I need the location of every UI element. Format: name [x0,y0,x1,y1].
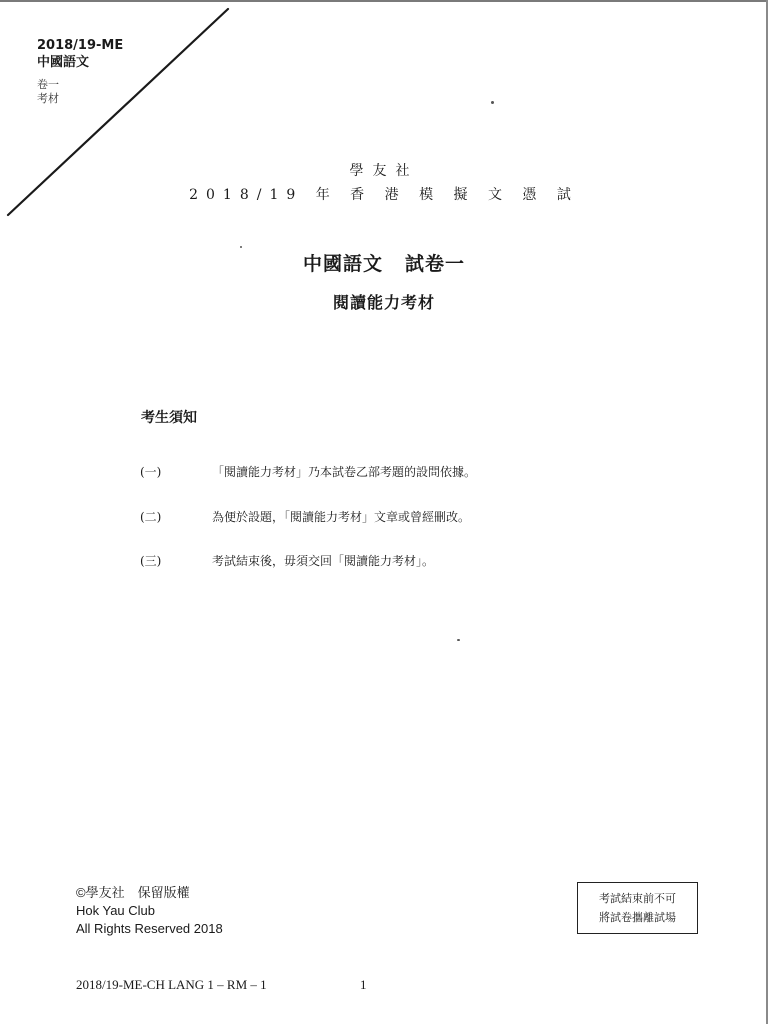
copyright-line: ©學友社 保留版權 [76,885,190,900]
instruction-number: (三) [140,554,162,568]
paper-title [0,249,768,276]
scan-speck [491,101,494,104]
notice-line: 考試結束前不可 [599,892,676,905]
page-number: 1 [360,977,367,992]
paper-subtitle: 閱讀能力考材 [332,293,435,312]
copyright-rights: All Rights Reserved 2018 [76,921,223,936]
instruction-number: (二) [140,510,162,524]
corner-subject: 中國語文 [37,55,90,70]
scan-speck [457,639,460,641]
instruction-item-3 [140,552,434,569]
instruction-item-1 [140,463,476,480]
instruction-text: 考試結束後，毋須交回「閱讀能力考材」。 [212,554,435,568]
paper-title-paper: 試卷一 [405,253,466,275]
scan-speck [240,246,242,248]
notice-line: 將試卷攜離試場 [599,911,676,924]
paper-title-subject: 中國語文 [302,253,383,275]
instruction-text: 為便於設題，「閱讀能力考材」文章或曾經刪改。 [212,510,471,524]
copyright-org: Hok Yau Club [76,903,156,918]
exam-title: 2018/19 年 香 港 模 擬 文 憑 試 [189,187,579,203]
publisher-name: 學友社 [349,163,419,179]
instruction-number: (一) [140,465,162,479]
instructions-heading: 考生須知 [141,410,197,426]
footer-code: 2018/19-ME-CH LANG 1 – RM – 1 [76,977,267,992]
instruction-item-2 [140,508,470,525]
corner-code: 2018/19-ME [37,38,124,53]
corner-paper: 卷一 [37,78,59,91]
copyright-block [76,884,223,938]
exam-notice-box [577,882,698,934]
instruction-text: 「閱讀能力考材」乃本試卷乙部考題的設問依據。 [212,465,477,479]
corner-material: 考材 [37,92,59,105]
